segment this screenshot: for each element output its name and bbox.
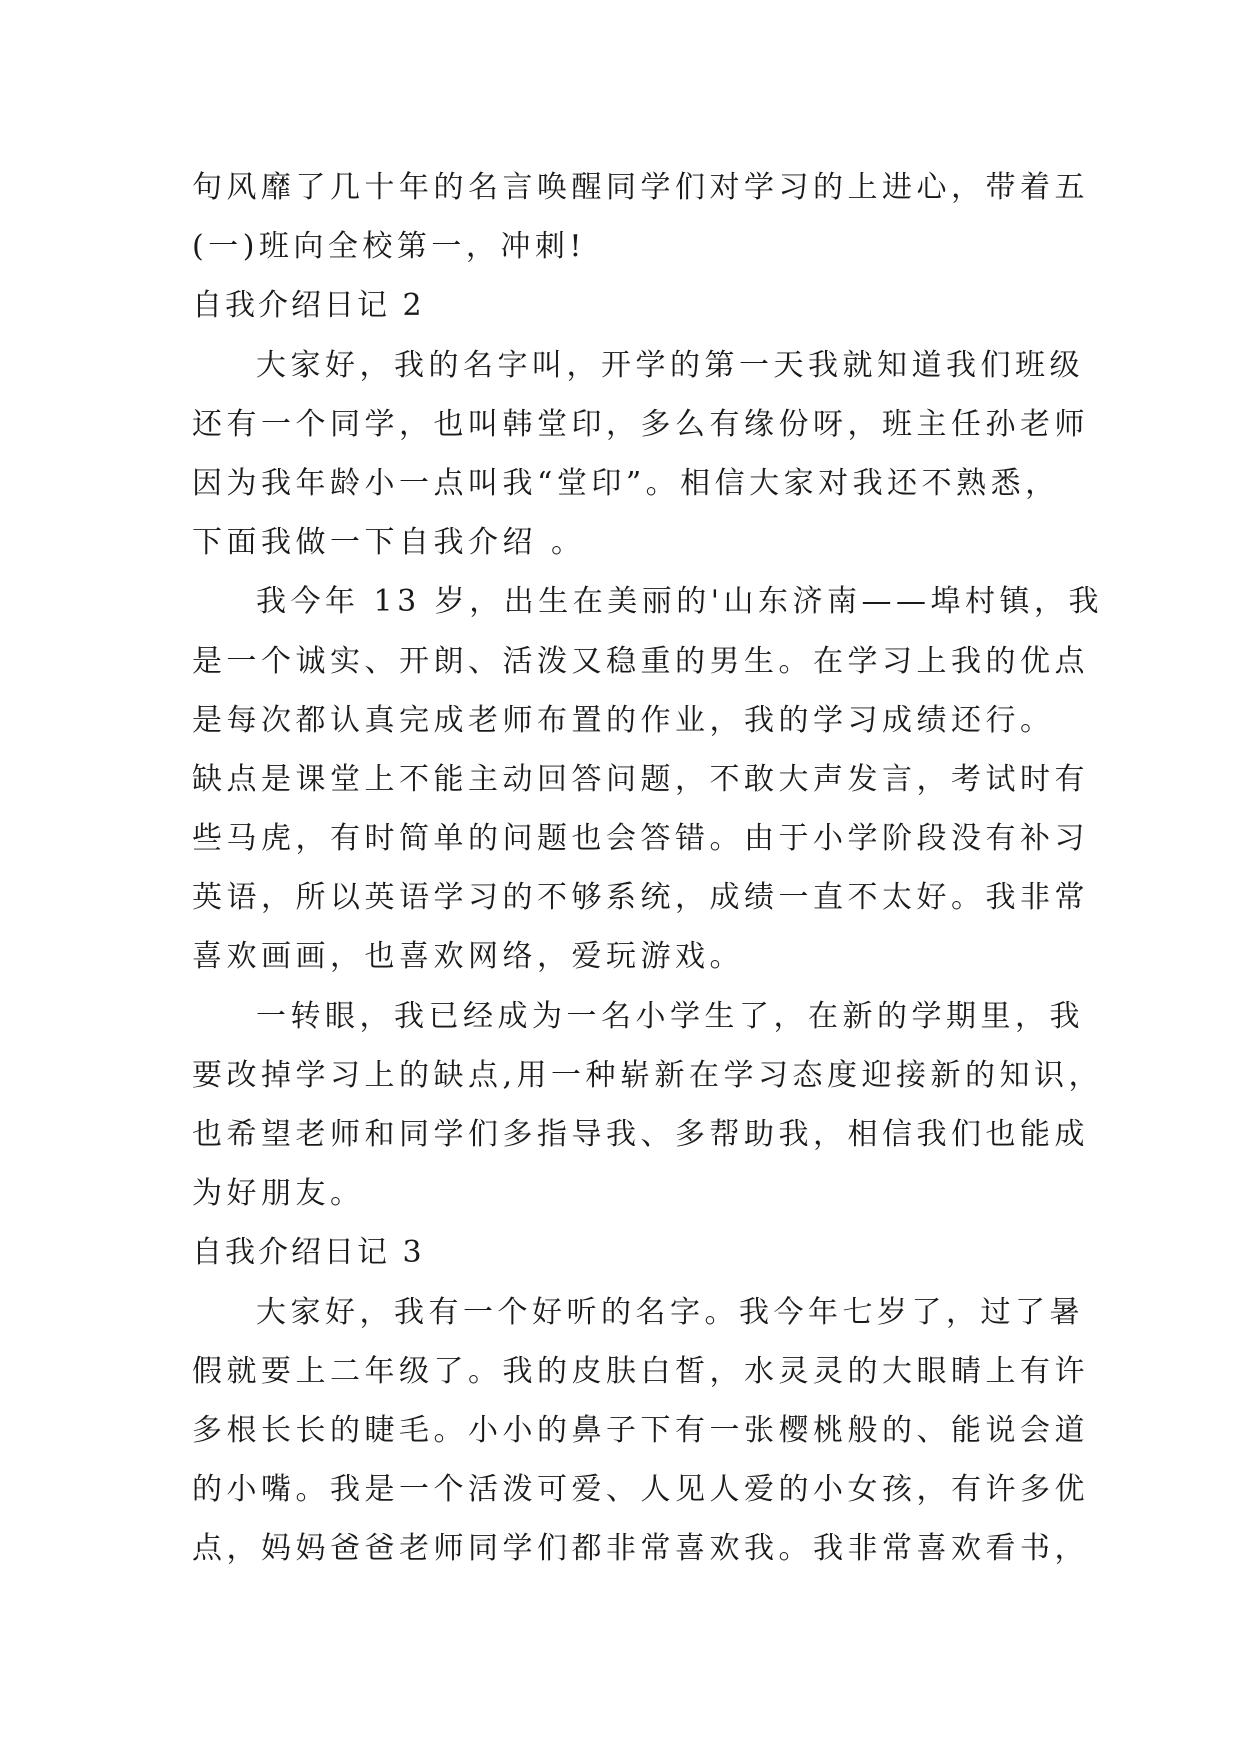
text-line: 也希望老师和同学们多指导我、多帮助我，相信我们也能成 bbox=[192, 1117, 1089, 1152]
text-line: 多根长长的睫毛。小小的鼻子下有一张樱桃般的、能说会道 bbox=[192, 1412, 1089, 1448]
document-page bbox=[192, 158, 1104, 1579]
text-line: 还有一个同学，也叫韩堂印，多么有缘份呀，班主任孙老师 bbox=[192, 406, 1089, 442]
paragraph bbox=[192, 336, 1089, 573]
text-line: 为好朋友。 bbox=[192, 1176, 365, 1212]
paragraph bbox=[192, 1283, 1089, 1579]
text-line: 些马虎，有时简单的问题也会答错。由于小学阶段没有补习 bbox=[192, 821, 1089, 857]
paragraph-continuation bbox=[192, 158, 1089, 276]
text-line: 英语，所以英语学习的不够系统，成绩一直不太好。我非常 bbox=[192, 880, 1089, 916]
text-line: 假就要上二年级了。我的皮肤白皙，水灵灵的大眼睛上有许 bbox=[192, 1353, 1089, 1389]
text-line: 要改掉学习上的缺点,用一种崭新在学习态度迎接新的知识， bbox=[192, 1057, 1104, 1093]
text-line: 因为我年龄小一点叫我“堂印”。相信大家对我还不熟悉， bbox=[192, 465, 1060, 501]
text-line: 大家好，我有一个好听的名字。我今年七岁了，过了暑 bbox=[256, 1294, 1084, 1330]
text-line: 喜欢画画，也喜欢网络，爱玩游戏。 bbox=[192, 939, 744, 975]
paragraph bbox=[192, 572, 1103, 986]
paragraph bbox=[192, 987, 1104, 1224]
text-line: 是一个诚实、开朗、活泼又稳重的男生。在学习上我的优点 bbox=[192, 643, 1089, 679]
text-line: 我今年 13 岁，出生在美丽的'山东济南——埠村镇，我 bbox=[256, 584, 1103, 620]
section-heading-diary-3: 自我介绍日记 3 bbox=[192, 1235, 425, 1271]
text-line: 的小嘴。我是一个活泼可爱、人见人爱的小女孩，有许多优 bbox=[192, 1472, 1089, 1508]
text-line: 点，妈妈爸爸老师同学们都非常喜欢我。我非常喜欢看书， bbox=[192, 1531, 1089, 1567]
text-line: 句风靡了几十年的名言唤醒同学们对学习的上进心，带着五 bbox=[192, 170, 1089, 205]
section-heading-diary-2: 自我介绍日记 2 bbox=[192, 288, 425, 324]
text-line: 一转眼，我已经成为一名小学生了，在新的学期里，我 bbox=[256, 998, 1084, 1034]
text-line: (一)班向全校第一，冲刺! bbox=[192, 229, 586, 265]
text-line: 下面我做一下自我介绍 。 bbox=[192, 525, 586, 561]
text-line: 大家好，我的名字叫，开学的第一天我就知道我们班级 bbox=[256, 347, 1084, 383]
text-line: 缺点是课堂上不能主动回答问题，不敢大声发言，考试时有 bbox=[192, 761, 1089, 797]
text-line: 是每次都认真完成老师布置的作业，我的学习成绩还行。 bbox=[192, 702, 1055, 738]
